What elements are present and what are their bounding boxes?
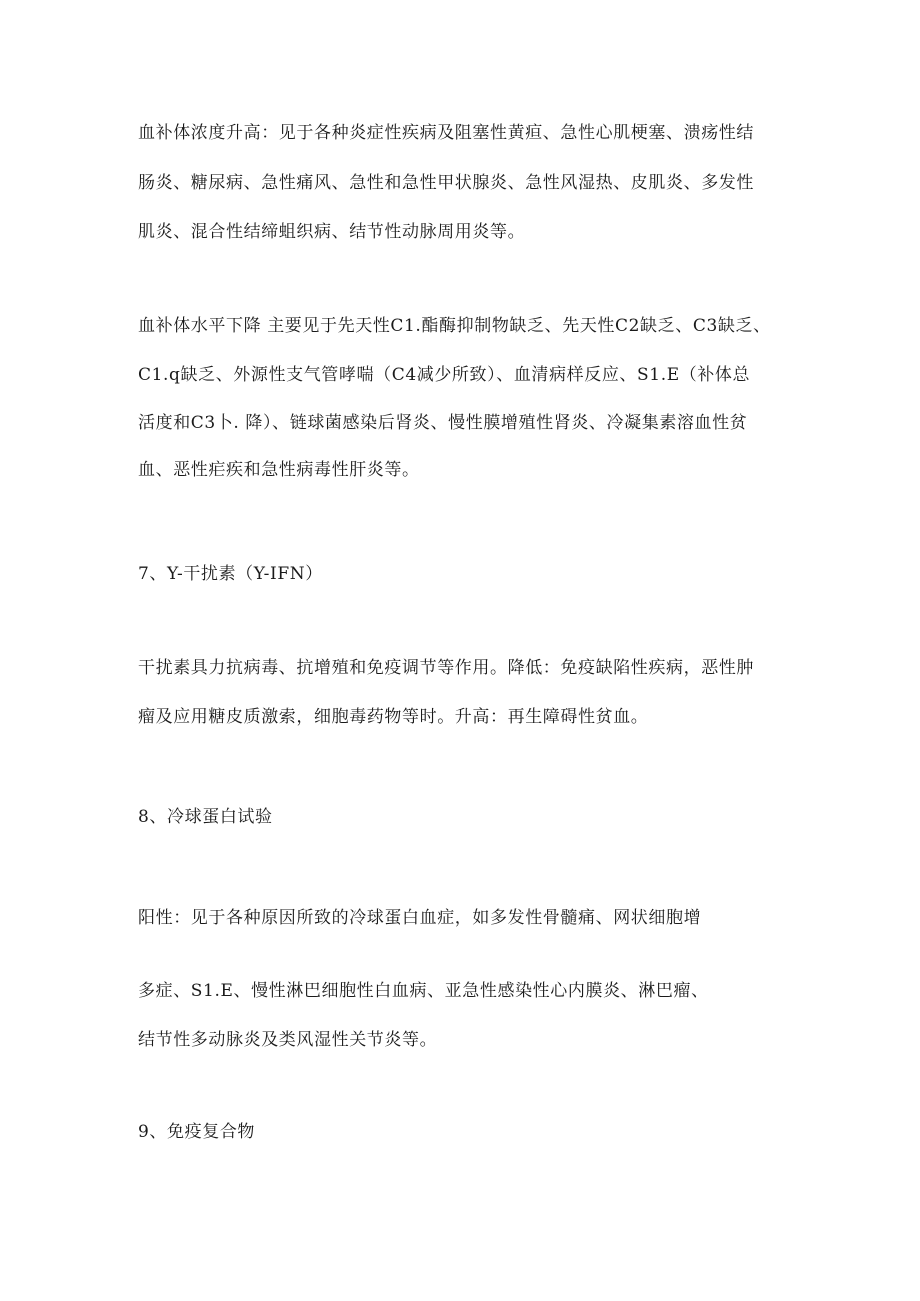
section-heading-8: 8、冷球蛋白试验	[138, 807, 273, 827]
cryoglobulin-line-2: 多症、S1.E、慢性淋巴细胞性白血病、亚急性感染性心内膜炎、淋巴瘤、	[138, 981, 709, 1001]
complement-decrease-line-3: 活度和C3卜. 降）、链球菌感染后肾炎、慢性膜增殖性肾炎、冷凝集素溶血性贫	[138, 413, 748, 433]
complement-increase-line-3: 肌炎、混合性结缔蛆织病、结节性动脉周用炎等。	[138, 222, 526, 242]
complement-decrease-line-4: 血、恶性疟疾和急性病毒性肝炎等。	[138, 460, 420, 480]
complement-decrease-line-2: C1.q缺乏、外源性支气管哮喘（C4减少所致）、血清病样反应、S1.E（补体总	[138, 365, 751, 385]
interferon-line-1: 干扰素具力抗病毒、抗增殖和免疫调节等作用。降低：免疫缺陷性疾病，恶性肿	[138, 658, 754, 678]
cryoglobulin-line-3: 结节性多动脉炎及类风湿性关节炎等。	[138, 1030, 438, 1050]
complement-increase-line-1: 血补体浓度升高：见于各种炎症性疾病及阻塞性黄疸、急性心肌梗塞、溃疡性结	[138, 123, 754, 143]
complement-decrease-line-1: 血补体水平下降 主要见于先天性C1.酯酶抑制物缺乏、先天性C2缺乏、C3缺乏、	[138, 316, 771, 336]
section-heading-9: 9、免疫复合物	[138, 1122, 256, 1142]
section-heading-7: 7、Y-干扰素（Y-IFN）	[138, 564, 323, 584]
interferon-line-2: 瘤及应用糖皮质激索，细胞毒药物等时。升高：再生障碍性贫血。	[138, 707, 649, 727]
cryoglobulin-line-1: 阳性：见于各种原因所致的冷球蛋白血症，如多发性骨髓痛、网状细胞增	[138, 908, 702, 928]
complement-increase-line-2: 肠炎、糖尿病、急性痛风、急性和急性甲状腺炎、急性风湿热、皮肌炎、多发性	[138, 173, 754, 193]
